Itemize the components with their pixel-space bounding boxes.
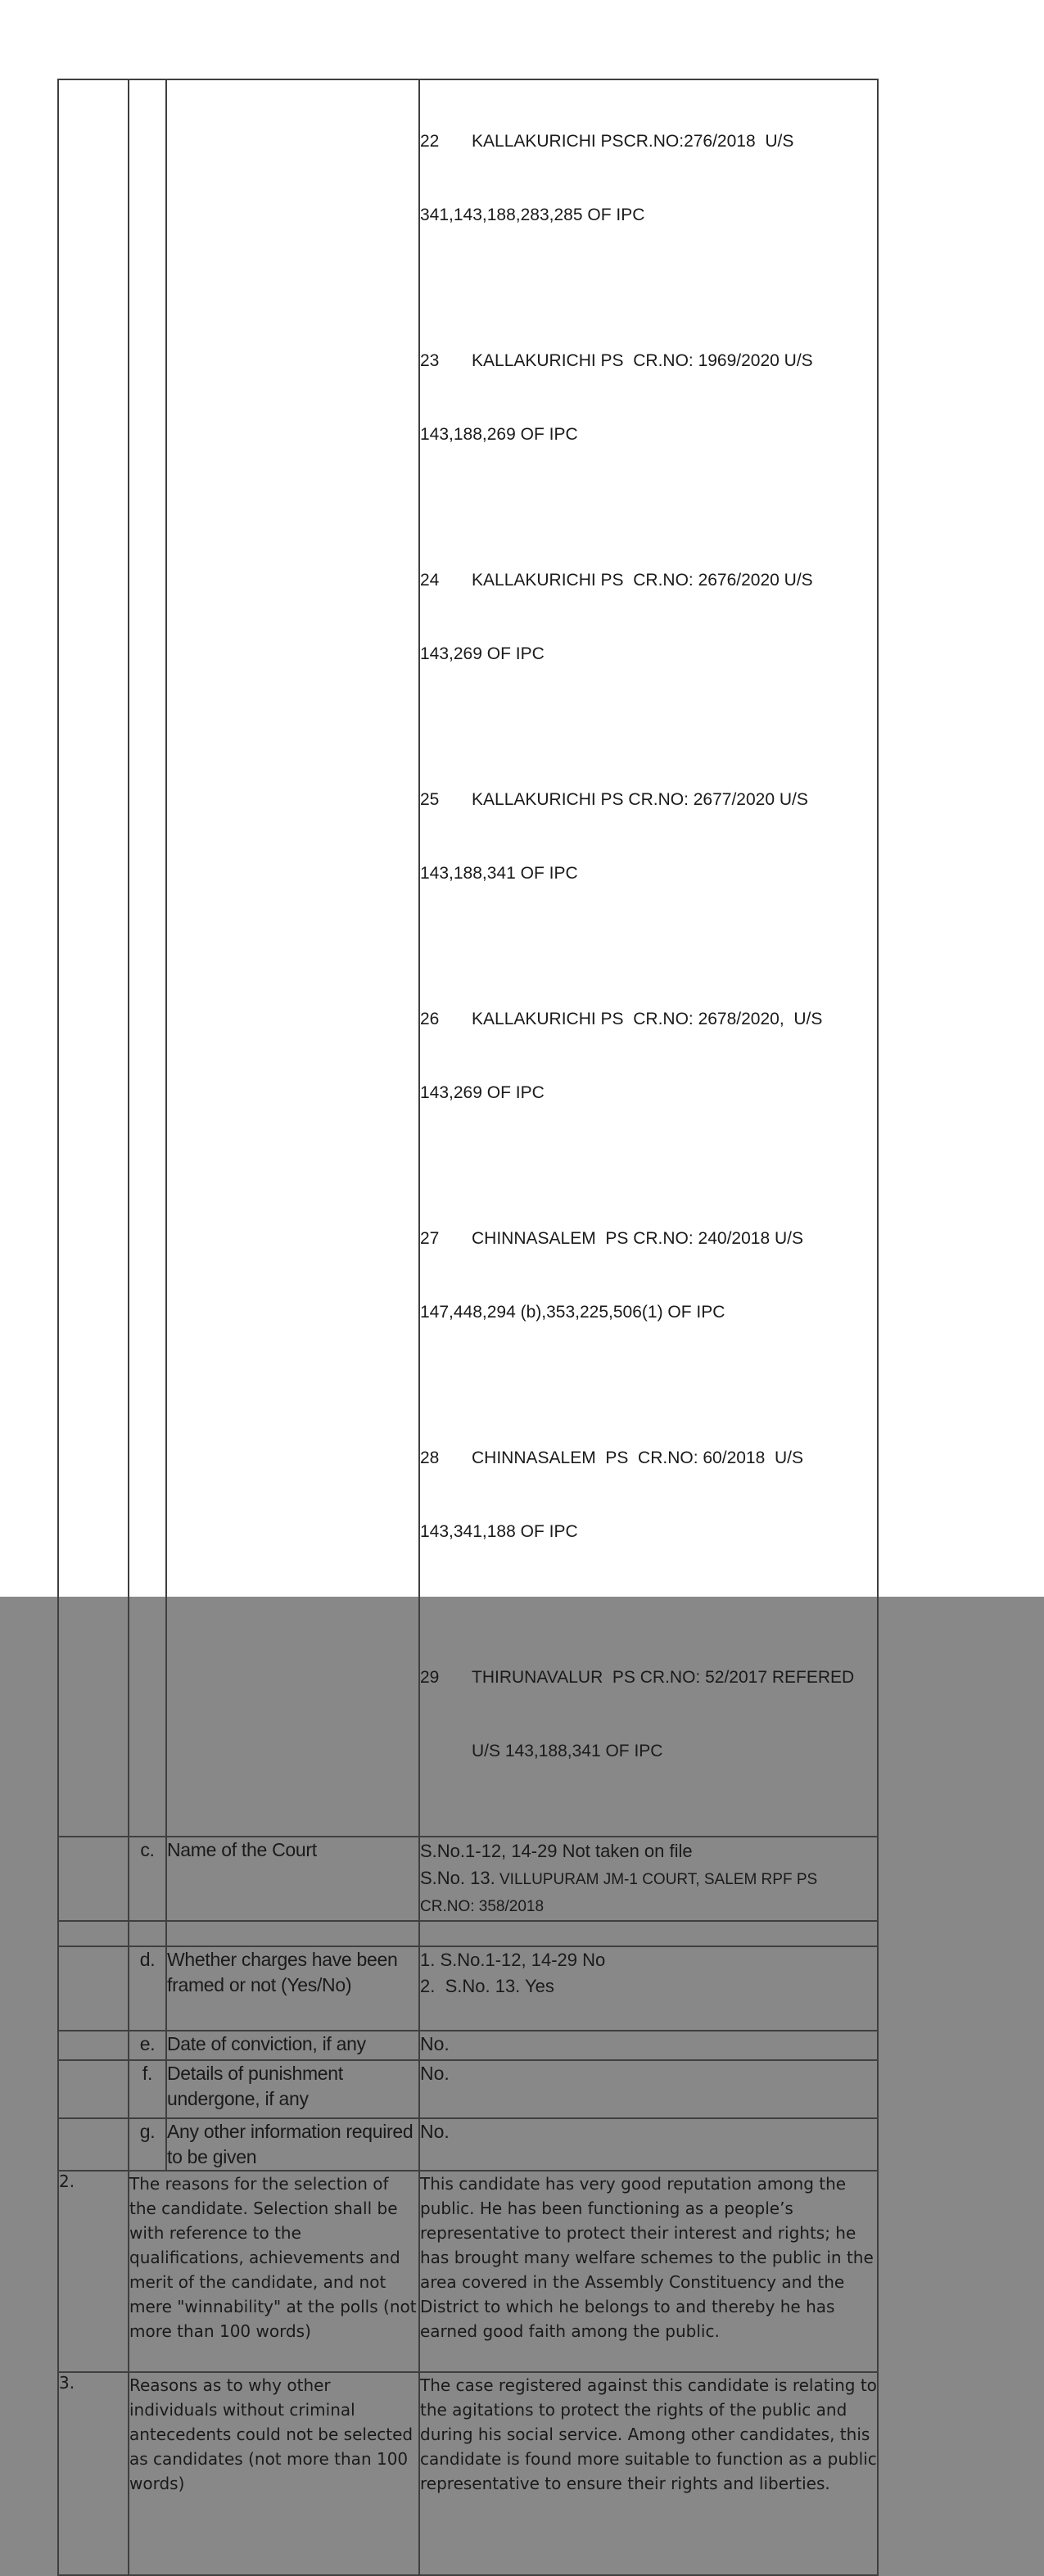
case-number: 24 bbox=[420, 571, 440, 590]
case-line-1 bbox=[420, 788, 877, 812]
punishment-value: No. bbox=[420, 2063, 450, 2084]
row-d-num-cell bbox=[58, 1946, 129, 2031]
case-text: THIRUNAVALUR PS CR.NO: 52/2017 REFERED bbox=[472, 1668, 855, 1687]
row-e-num-cell bbox=[58, 2031, 129, 2060]
case-number: 29 bbox=[420, 1668, 440, 1687]
case-number: 23 bbox=[420, 351, 440, 370]
row-c-label: Name of the Court bbox=[166, 1837, 419, 1921]
row-3-number: 3. bbox=[58, 2372, 129, 2575]
case-number: 26 bbox=[420, 1010, 440, 1028]
case-list-cell bbox=[419, 79, 878, 1837]
row-e bbox=[58, 2031, 878, 2060]
case-item bbox=[420, 1397, 877, 1593]
charges-value-line-2: 2. S.No. 13. Yes bbox=[420, 1976, 554, 1996]
row-e-label: Date of conviction, if any bbox=[166, 2031, 419, 2060]
row-d-label: Whether charges have been framed or not (Yes/No) bbox=[166, 1946, 419, 2031]
case-item bbox=[420, 739, 877, 935]
row-g-letter: g. bbox=[129, 2118, 166, 2171]
case-line-1 bbox=[420, 129, 877, 154]
row-d-value bbox=[419, 1946, 878, 2031]
case-text: KALLAKURICHI PS CR.NO: 2678/2020, U/S bbox=[472, 1010, 823, 1028]
case-text: KALLAKURICHI PSCR.NO:276/2018 U/S bbox=[472, 132, 794, 151]
charges-value-line-1: 1. S.No.1-12, 14-29 No bbox=[420, 1950, 606, 1970]
case-text: CHINNASALEM PS CR.NO: 60/2018 U/S bbox=[472, 1448, 803, 1467]
court-value-line-2-prefix: S.No. 13. bbox=[420, 1868, 495, 1888]
case-item bbox=[420, 1177, 877, 1374]
case-text: KALLAKURICHI PS CR.NO: 2677/2020 U/S bbox=[472, 790, 808, 809]
row-e-value bbox=[419, 2031, 878, 2060]
case-list-empty-num-cell bbox=[58, 79, 129, 1837]
row-g bbox=[58, 2118, 878, 2171]
case-line-2: 143,269 OF IPC bbox=[420, 1083, 545, 1102]
case-number: 25 bbox=[420, 790, 440, 809]
case-line-2: 341,143,188,283,285 OF IPC bbox=[420, 206, 645, 224]
case-text: CHINNASALEM PS CR.NO: 240/2018 U/S bbox=[472, 1229, 803, 1248]
case-line-2: 143,269 OF IPC bbox=[420, 644, 545, 663]
row-g-value bbox=[419, 2118, 878, 2171]
case-line-2: 143,188,341 OF IPC bbox=[420, 864, 578, 883]
case-text: KALLAKURICHI PS CR.NO: 2676/2020 U/S bbox=[472, 571, 813, 590]
row-3-value: The case registered against this candidate is relating to the agitations to protect the rights of the public and during his social service. Among other candidates, this candidate is found more suitable to function as a public representative to ensure their rights and liberties. bbox=[419, 2372, 878, 2575]
case-line-1 bbox=[420, 1007, 877, 1032]
case-line-1 bbox=[420, 1446, 877, 1471]
row-f bbox=[58, 2060, 878, 2118]
court-value-line-2-rest: VILLUPURAM JM-1 COURT, SALEM RPF PS bbox=[495, 1871, 818, 1888]
conviction-value: No. bbox=[420, 2033, 450, 2054]
row-f-value bbox=[419, 2060, 878, 2118]
case-number: 22 bbox=[420, 132, 440, 151]
row-spacer bbox=[58, 1921, 878, 1946]
spacer-cell-2 bbox=[129, 1921, 166, 1946]
affidavit-table bbox=[57, 79, 879, 2576]
case-line-2: 143,341,188 OF IPC bbox=[420, 1522, 578, 1541]
case-line-1 bbox=[420, 1227, 877, 1251]
case-item bbox=[420, 1616, 877, 1813]
row-d bbox=[58, 1946, 878, 2031]
row-d-letter: d. bbox=[129, 1946, 166, 2031]
spacer-cell-3 bbox=[166, 1921, 419, 1946]
row-f-num-cell bbox=[58, 2060, 129, 2118]
case-line-2: 147,448,294 (b),353,225,506(1) OF IPC bbox=[420, 1303, 725, 1322]
row-e-letter: e. bbox=[129, 2031, 166, 2060]
row-c-num-cell bbox=[58, 1837, 129, 1921]
court-value-line-3: CR.NO: 358/2018 bbox=[420, 1898, 545, 1915]
case-list-empty-letter-cell bbox=[129, 79, 166, 1837]
spacer-cell-1 bbox=[58, 1921, 129, 1946]
row-g-num-cell bbox=[58, 2118, 129, 2171]
row-case-list bbox=[58, 79, 878, 1837]
case-list-empty-label-cell bbox=[166, 79, 419, 1837]
case-item bbox=[420, 519, 877, 716]
row-2-value: This candidate has very good reputation among the public. He has been functioning as a people’s representative to protect their interest and rights; he has brought many welfare schemes to the public in the area covered in the Assembly Constituency and the District to which he belongs to and thereby he has earned good faith among the public. bbox=[419, 2171, 878, 2372]
court-value-line-1: S.No.1-12, 14-29 Not taken on file bbox=[420, 1841, 693, 1861]
case-line-1 bbox=[420, 349, 877, 373]
other-info-value: No. bbox=[420, 2121, 450, 2142]
row-c-letter: c. bbox=[129, 1837, 166, 1921]
row-f-label: Details of punishment undergone, if any bbox=[166, 2060, 419, 2118]
row-3 bbox=[58, 2372, 878, 2575]
court-value-line-2 bbox=[420, 1864, 877, 1893]
row-g-label: Any other information required to be given bbox=[166, 2118, 419, 2171]
spacer-cell-4 bbox=[419, 1921, 878, 1946]
case-line-1 bbox=[420, 568, 877, 593]
row-f-letter: f. bbox=[129, 2060, 166, 2118]
row-2-number: 2. bbox=[58, 2171, 129, 2372]
row-c-value bbox=[419, 1837, 878, 1921]
row-2-label: The reasons for the selection of the candidate. Selection shall be with reference to the qualifications, achievements and merit of the candidate, and not mere "winnability" at the polls (not more than 100 words) bbox=[129, 2171, 419, 2372]
case-item bbox=[420, 300, 877, 496]
case-item bbox=[420, 80, 877, 277]
case-line-1 bbox=[420, 1665, 877, 1690]
case-number: 28 bbox=[420, 1448, 440, 1467]
row-c bbox=[58, 1837, 878, 1921]
case-line-2: U/S 143,188,341 OF IPC bbox=[472, 1742, 663, 1760]
row-3-label: Reasons as to why other individuals without criminal antecedents could not be selected as candidates (not more than 100 words) bbox=[129, 2372, 419, 2575]
case-line-2: 143,188,269 OF IPC bbox=[420, 425, 578, 444]
row-2 bbox=[58, 2171, 878, 2372]
case-item bbox=[420, 958, 877, 1155]
case-text: KALLAKURICHI PS CR.NO: 1969/2020 U/S bbox=[472, 351, 813, 370]
case-number: 27 bbox=[420, 1229, 440, 1248]
